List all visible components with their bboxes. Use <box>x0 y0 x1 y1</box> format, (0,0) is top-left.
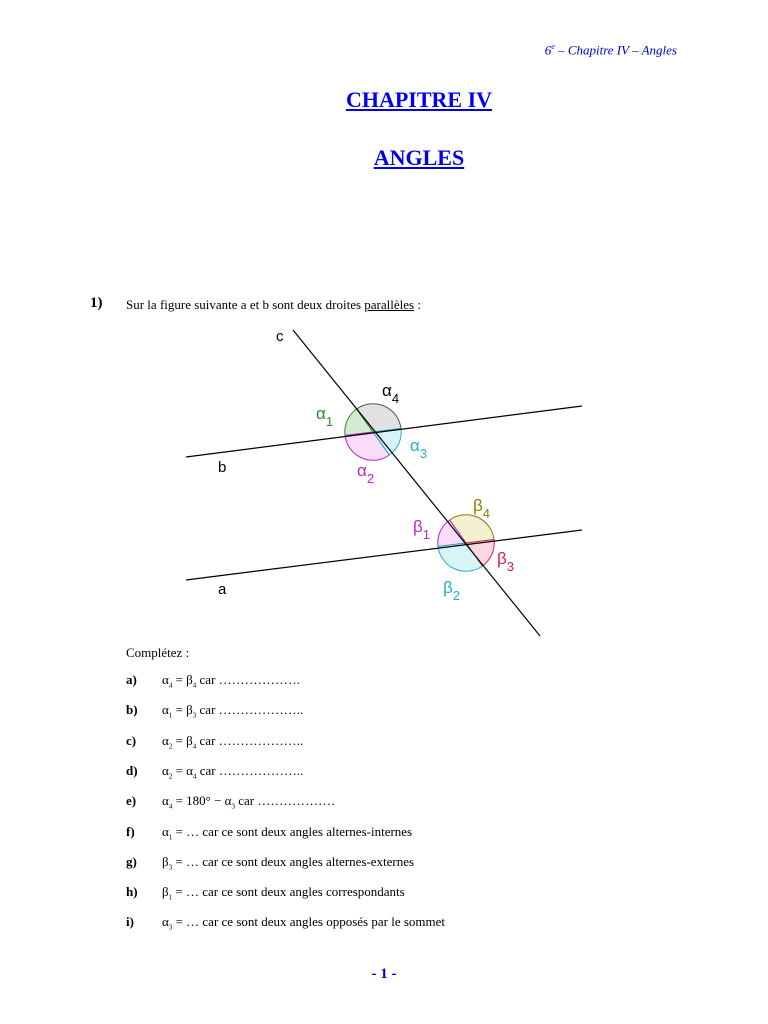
question-letter: h) <box>126 884 138 900</box>
label-alpha2-sym: α <box>357 461 367 480</box>
formula-lhs-sub: 2 <box>168 742 173 751</box>
label-alpha4-sub: 4 <box>391 391 400 406</box>
label-line-a: a <box>218 581 227 598</box>
formula-rhs: … <box>185 853 199 869</box>
question-rest: car ……………….. <box>196 702 304 718</box>
label-beta1-sub: 1 <box>422 527 431 542</box>
formula-lhs: β <box>162 884 169 900</box>
label-alpha1-sub: 1 <box>325 414 334 429</box>
formula-lhs: α <box>162 823 169 839</box>
question-letter: e) <box>126 793 137 809</box>
formula-rhs: … <box>186 823 200 839</box>
question-rest: car ………………. <box>196 672 300 687</box>
question-letter: f) <box>126 823 135 839</box>
formula-rhs: β <box>186 672 193 687</box>
label-alpha1 <box>316 404 333 429</box>
label-beta2-sub: 2 <box>452 588 461 603</box>
formula-lhs-sub: 2 <box>168 772 173 781</box>
question-rest: car ……………….. <box>196 732 304 748</box>
question-formula <box>162 793 335 811</box>
question-letter: i) <box>126 914 134 930</box>
formula-operator: = <box>172 914 187 930</box>
question-rest: car ……………….. <box>196 762 304 778</box>
question-formula <box>162 914 445 932</box>
formula-rhs-sub: 4 <box>192 681 197 690</box>
formula-lhs: α <box>162 702 169 718</box>
question-formula <box>162 824 412 842</box>
question-formula <box>162 733 303 751</box>
label-beta3 <box>497 549 514 574</box>
label-alpha2-sub: 2 <box>366 471 375 486</box>
formula-rhs-sub: 3 <box>231 802 235 811</box>
question-formula <box>162 854 414 872</box>
formula-operator: = <box>172 732 187 748</box>
formula-lhs-sub: 1 <box>168 833 173 842</box>
label-beta3-sub: 3 <box>506 559 515 574</box>
question-rest: car ce sont deux angles correspondants <box>198 884 405 900</box>
formula-rhs: … <box>186 914 200 930</box>
formula-operator: = <box>172 762 187 778</box>
exercise-number: 1) <box>90 295 103 311</box>
formula-operator: = <box>172 702 187 718</box>
question-formula <box>162 672 300 690</box>
page-number: - 1 - <box>371 966 397 982</box>
line-c <box>293 330 540 636</box>
label-alpha4-sym: α <box>382 381 392 400</box>
label-alpha1-sym: α <box>316 404 326 423</box>
chapter-title: CHAPITRE IV <box>345 87 493 112</box>
formula-rhs: β <box>186 732 193 748</box>
formula-rhs-sub: 4 <box>192 772 197 781</box>
formula-operator: = <box>172 672 187 687</box>
formula-rhs: β <box>186 702 193 718</box>
label-beta3-sym: β <box>497 549 507 568</box>
formula-lhs: α <box>162 793 169 809</box>
formula-operator: = <box>172 853 186 869</box>
formula-lhs: α <box>162 732 169 748</box>
label-beta4-sym: β <box>473 496 483 515</box>
formula-operator: = <box>172 793 187 809</box>
formula-lhs: α <box>162 672 169 687</box>
question-rest: car ce sont deux angles alternes-externes <box>198 853 415 869</box>
label-line-b: b <box>218 459 227 476</box>
header-grade-sup: e <box>551 42 555 51</box>
formula-operator: = <box>172 884 186 900</box>
label-alpha3-sub: 3 <box>419 446 428 461</box>
label-alpha4 <box>382 381 399 406</box>
question-letter: g) <box>126 853 137 869</box>
question-letter: a) <box>126 672 137 687</box>
formula-lhs: β <box>162 853 169 869</box>
formula-operator: = <box>172 823 187 839</box>
formula-rhs-sub: 4 <box>192 742 197 751</box>
formula-rhs: 180° − α <box>186 793 232 809</box>
label-line-c: c <box>276 328 284 345</box>
question-letter: b) <box>126 702 138 718</box>
exercise-text-underlined: parallèles <box>364 297 415 312</box>
chapter-name: ANGLES <box>373 145 465 170</box>
formula-lhs: α <box>162 762 169 778</box>
formula-lhs-sub: 4 <box>168 681 173 690</box>
formula-lhs-sub: 4 <box>168 802 173 811</box>
formula-rhs: … <box>185 884 199 900</box>
label-alpha2 <box>357 461 374 486</box>
formula-lhs-sub: 1 <box>168 711 173 720</box>
label-beta4-sub: 4 <box>482 506 491 521</box>
label-alpha3 <box>410 436 427 461</box>
label-beta1 <box>413 517 430 542</box>
formula-lhs-sub: 3 <box>168 863 173 872</box>
question-rest: car ce sont deux angles alternes-internes <box>199 823 413 839</box>
formula-lhs-sub: 1 <box>168 893 173 902</box>
question-rest: car ……………… <box>235 793 336 809</box>
question-letter: c) <box>126 732 137 748</box>
formula-lhs-sub: 3 <box>168 923 173 932</box>
question-letter: d) <box>126 762 138 778</box>
formula-lhs: α <box>162 914 169 930</box>
line-a <box>186 530 582 580</box>
complete-instruction: Complétez : <box>126 645 190 660</box>
label-beta2 <box>443 578 460 603</box>
question-formula <box>162 702 303 720</box>
exercise-text-before: Sur la figure suivante a et b sont deux droites <box>126 297 365 312</box>
label-alpha3-sym: α <box>410 436 420 455</box>
label-beta2-sym: β <box>443 578 453 597</box>
exercise-text-after: : <box>414 297 421 312</box>
question-formula <box>162 884 405 902</box>
question-formula <box>162 763 303 781</box>
label-beta1-sym: β <box>413 517 423 536</box>
question-rest: car ce sont deux angles opposés par le sommet <box>199 914 446 930</box>
header-grade: 6 <box>544 42 552 58</box>
formula-rhs: α <box>186 762 193 778</box>
header-rest: – Chapitre IV – Angles <box>554 42 677 58</box>
formula-rhs-sub: 3 <box>192 711 197 720</box>
